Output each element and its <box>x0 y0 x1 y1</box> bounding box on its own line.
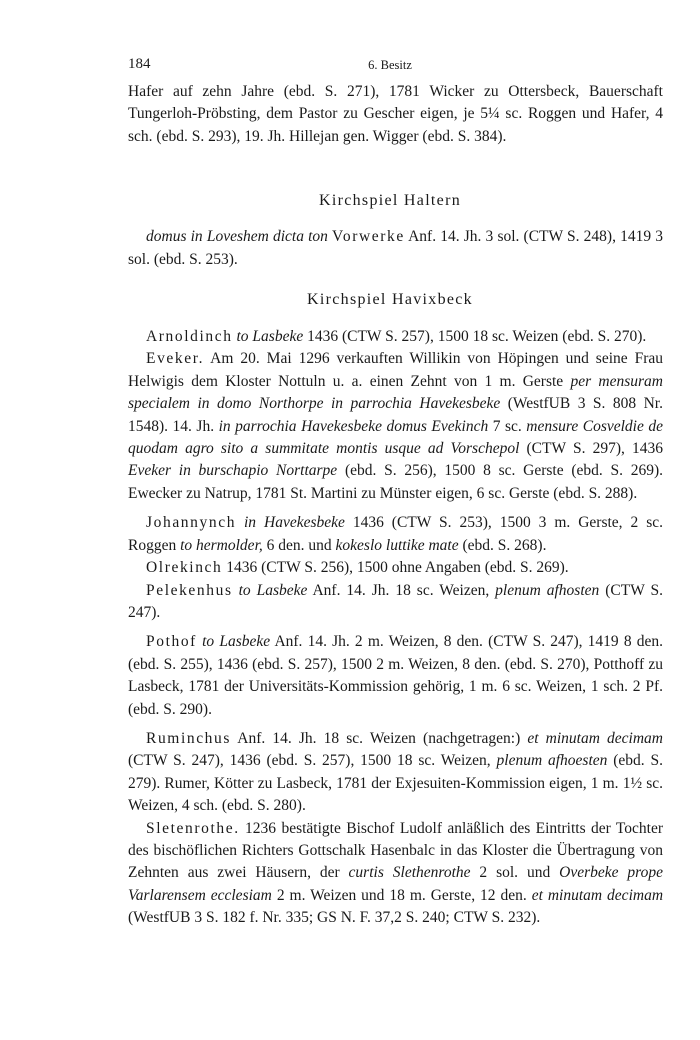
entry-olrekinch <box>117 557 663 579</box>
entry-italic: domus in Loveshem dicta ton <box>146 228 328 246</box>
entry-italic: kokeslo luttike mate <box>335 536 459 554</box>
entry-johannynch <box>117 512 663 557</box>
entry-vorwerke <box>117 226 663 271</box>
entry-text: (ebd. S. 279). Rumer, Kötter zu Lasbeck, 1781 der Exjesuiten-Kommission eigen, 1 m. 1½ sc. Weizen, 4 sch. (ebd. S. 280). <box>128 752 663 815</box>
entry-text: (CTW S. 247), 1436 (ebd. S. 257), 1500 18 sc. Weizen, <box>128 752 497 770</box>
entry-italic: et minutam decimam <box>527 729 663 747</box>
section-heading-havixbeck: Kirchspiel Havixbeck <box>307 291 473 309</box>
entry-ruminchus <box>117 728 663 818</box>
entry-name: Olrekinch <box>146 559 223 577</box>
entry-italic: in parrochia Havekesbeke domus Evekinch <box>218 417 489 435</box>
entry-pothof <box>117 631 663 721</box>
entry-italic: in Havekesbeke <box>244 514 345 532</box>
entry-text: 1436 (CTW S. 253), 1500 3 m. Gerste, 2 sc. Roggen <box>128 514 663 554</box>
chapter-title: 6. Besitz <box>368 58 412 72</box>
entry-text: (ebd. S. 268). <box>458 536 547 554</box>
entry-italic: to hermolder, <box>180 536 263 554</box>
entry-text: 1236 bestätigte Bischof Ludolf anläßlich des Eintritts der Tochter des bischöflichen Richters Gottschalk Hasenbalc in das Kloster die Übertragung von Zehnten aus zwei Häusern, der <box>128 819 663 882</box>
entry-text: 7 sc. <box>488 417 527 435</box>
entry-italic: mensure Cosveldie de quodam agro sito a summitate montis usque ad Vorschepol <box>128 417 663 458</box>
page <box>117 52 663 930</box>
entry-italic: to Lasbeke <box>202 633 271 651</box>
entry-text: Anf. 14. Jh. 18 sc. Weizen, <box>307 581 496 599</box>
entry-name: Eveker. <box>146 350 205 368</box>
entry-text: (CTW S. 297), 1436 <box>519 440 663 458</box>
entry-text: (ebd. S. 256), 1500 8 sc. Gerste (ebd. S. 269). Ewecker zu Natrup, 1781 St. Martini zu Münster eigen, 6 sc. Gerste (ebd. S. 288). <box>128 462 663 502</box>
entry-name: Sletenrothe. <box>146 819 240 837</box>
entry-name: Pelekenhus <box>146 581 233 599</box>
entry-eveker <box>117 348 663 505</box>
entry-text: (CTW S. 247). <box>128 581 663 621</box>
entry-text: 1436 (CTW S. 257), 1500 18 sc. Weizen (ebd. S. 270). <box>303 328 647 346</box>
entry-text: (WestfUB 3 S. 808 Nr. 1548). 14. Jh. <box>128 395 663 435</box>
entry-text: Anf. 14. Jh. 3 sol. (CTW S. 248), 1419 3 sol. (ebd. S. 253). <box>128 228 663 268</box>
entry-text: 2 m. Weizen und 18 m. Gerste, 12 den. <box>271 886 532 904</box>
entry-text: Anf. 14. Jh. 2 m. Weizen, 8 den. (CTW S. 247), 1419 8 den. (ebd. S. 255), 1436 (ebd. S. 257), 1500 2 m. Weizen, 8 den. (ebd. S. 270), Potthoff zu Lasbeck, 1781 der Universitäts-Kommission gehörig, 1 m. 6 sc. Weizen, 1 sch. 2 Pf. (ebd. S. 290). <box>128 633 663 718</box>
entry-name: Arnoldinch <box>146 328 233 346</box>
entry-italic: plenum afhoesten <box>496 752 608 770</box>
page-number: 184 <box>128 56 151 72</box>
entry-text: Anf. 14. Jh. 18 sc. Weizen (nachgetragen:) <box>231 729 528 747</box>
entry-name: Pothof <box>146 633 197 651</box>
entry-italic: to Lasbeke <box>238 581 308 599</box>
section-heading-haltern: Kirchspiel Haltern <box>318 192 462 210</box>
entry-italic: plenum afhosten <box>495 581 600 599</box>
entry-pelekenhus <box>117 580 663 625</box>
entry-text: 1436 (CTW S. 256), 1500 ohne Angaben (ebd. S. 269). <box>222 559 569 577</box>
entry-name: Vorwerke <box>332 228 405 246</box>
running-head <box>117 52 663 76</box>
entry-sletenrothe <box>117 818 663 930</box>
entry-text: 2 sol. und <box>470 864 560 882</box>
entry-italic: to Lasbeke <box>236 328 304 346</box>
entry-arnoldinch <box>117 326 663 348</box>
entry-italic: Overbeke prope Varlarensem ecclesiam <box>128 864 663 904</box>
entry-text: (WestfUB 3 S. 182 f. Nr. 335; GS N. F. 37,2 S. 240; CTW S. 232). <box>128 909 541 927</box>
entry-text: 6 den. und <box>262 536 336 554</box>
entry-name: Ruminchus <box>146 729 232 747</box>
entry-text: Am 20. Mai 1296 verkauften Willikin von Höpingen und seine Frau Helwigis dem Kloster Nottuln u. a. einen Zehnt von 1 m. Gerste <box>128 350 663 390</box>
entry-name: Johannynch <box>146 514 237 532</box>
intro-paragraph: Hafer auf zehn Jahre (ebd. S. 271), 1781 Wicker zu Ottersbeck, Bauerschaft Tungerloh-Pröbsting, dem Pastor zu Gescher eigen, je 5¼ sc. Roggen und Hafer, 4 sch. (ebd. S. 293), 19. Jh. Hillejan gen. Wigger (ebd. S. 384). <box>128 83 663 145</box>
entry-italic: Eveker in burschapio Norttarpe <box>128 462 338 480</box>
entry-italic: curtis Slethenrothe <box>348 864 471 882</box>
entry-italic: per mensuram specialem in domo Northorpe in parrochia Havekesbeke <box>128 372 663 413</box>
entry-italic: et minutam decimam <box>531 886 664 904</box>
